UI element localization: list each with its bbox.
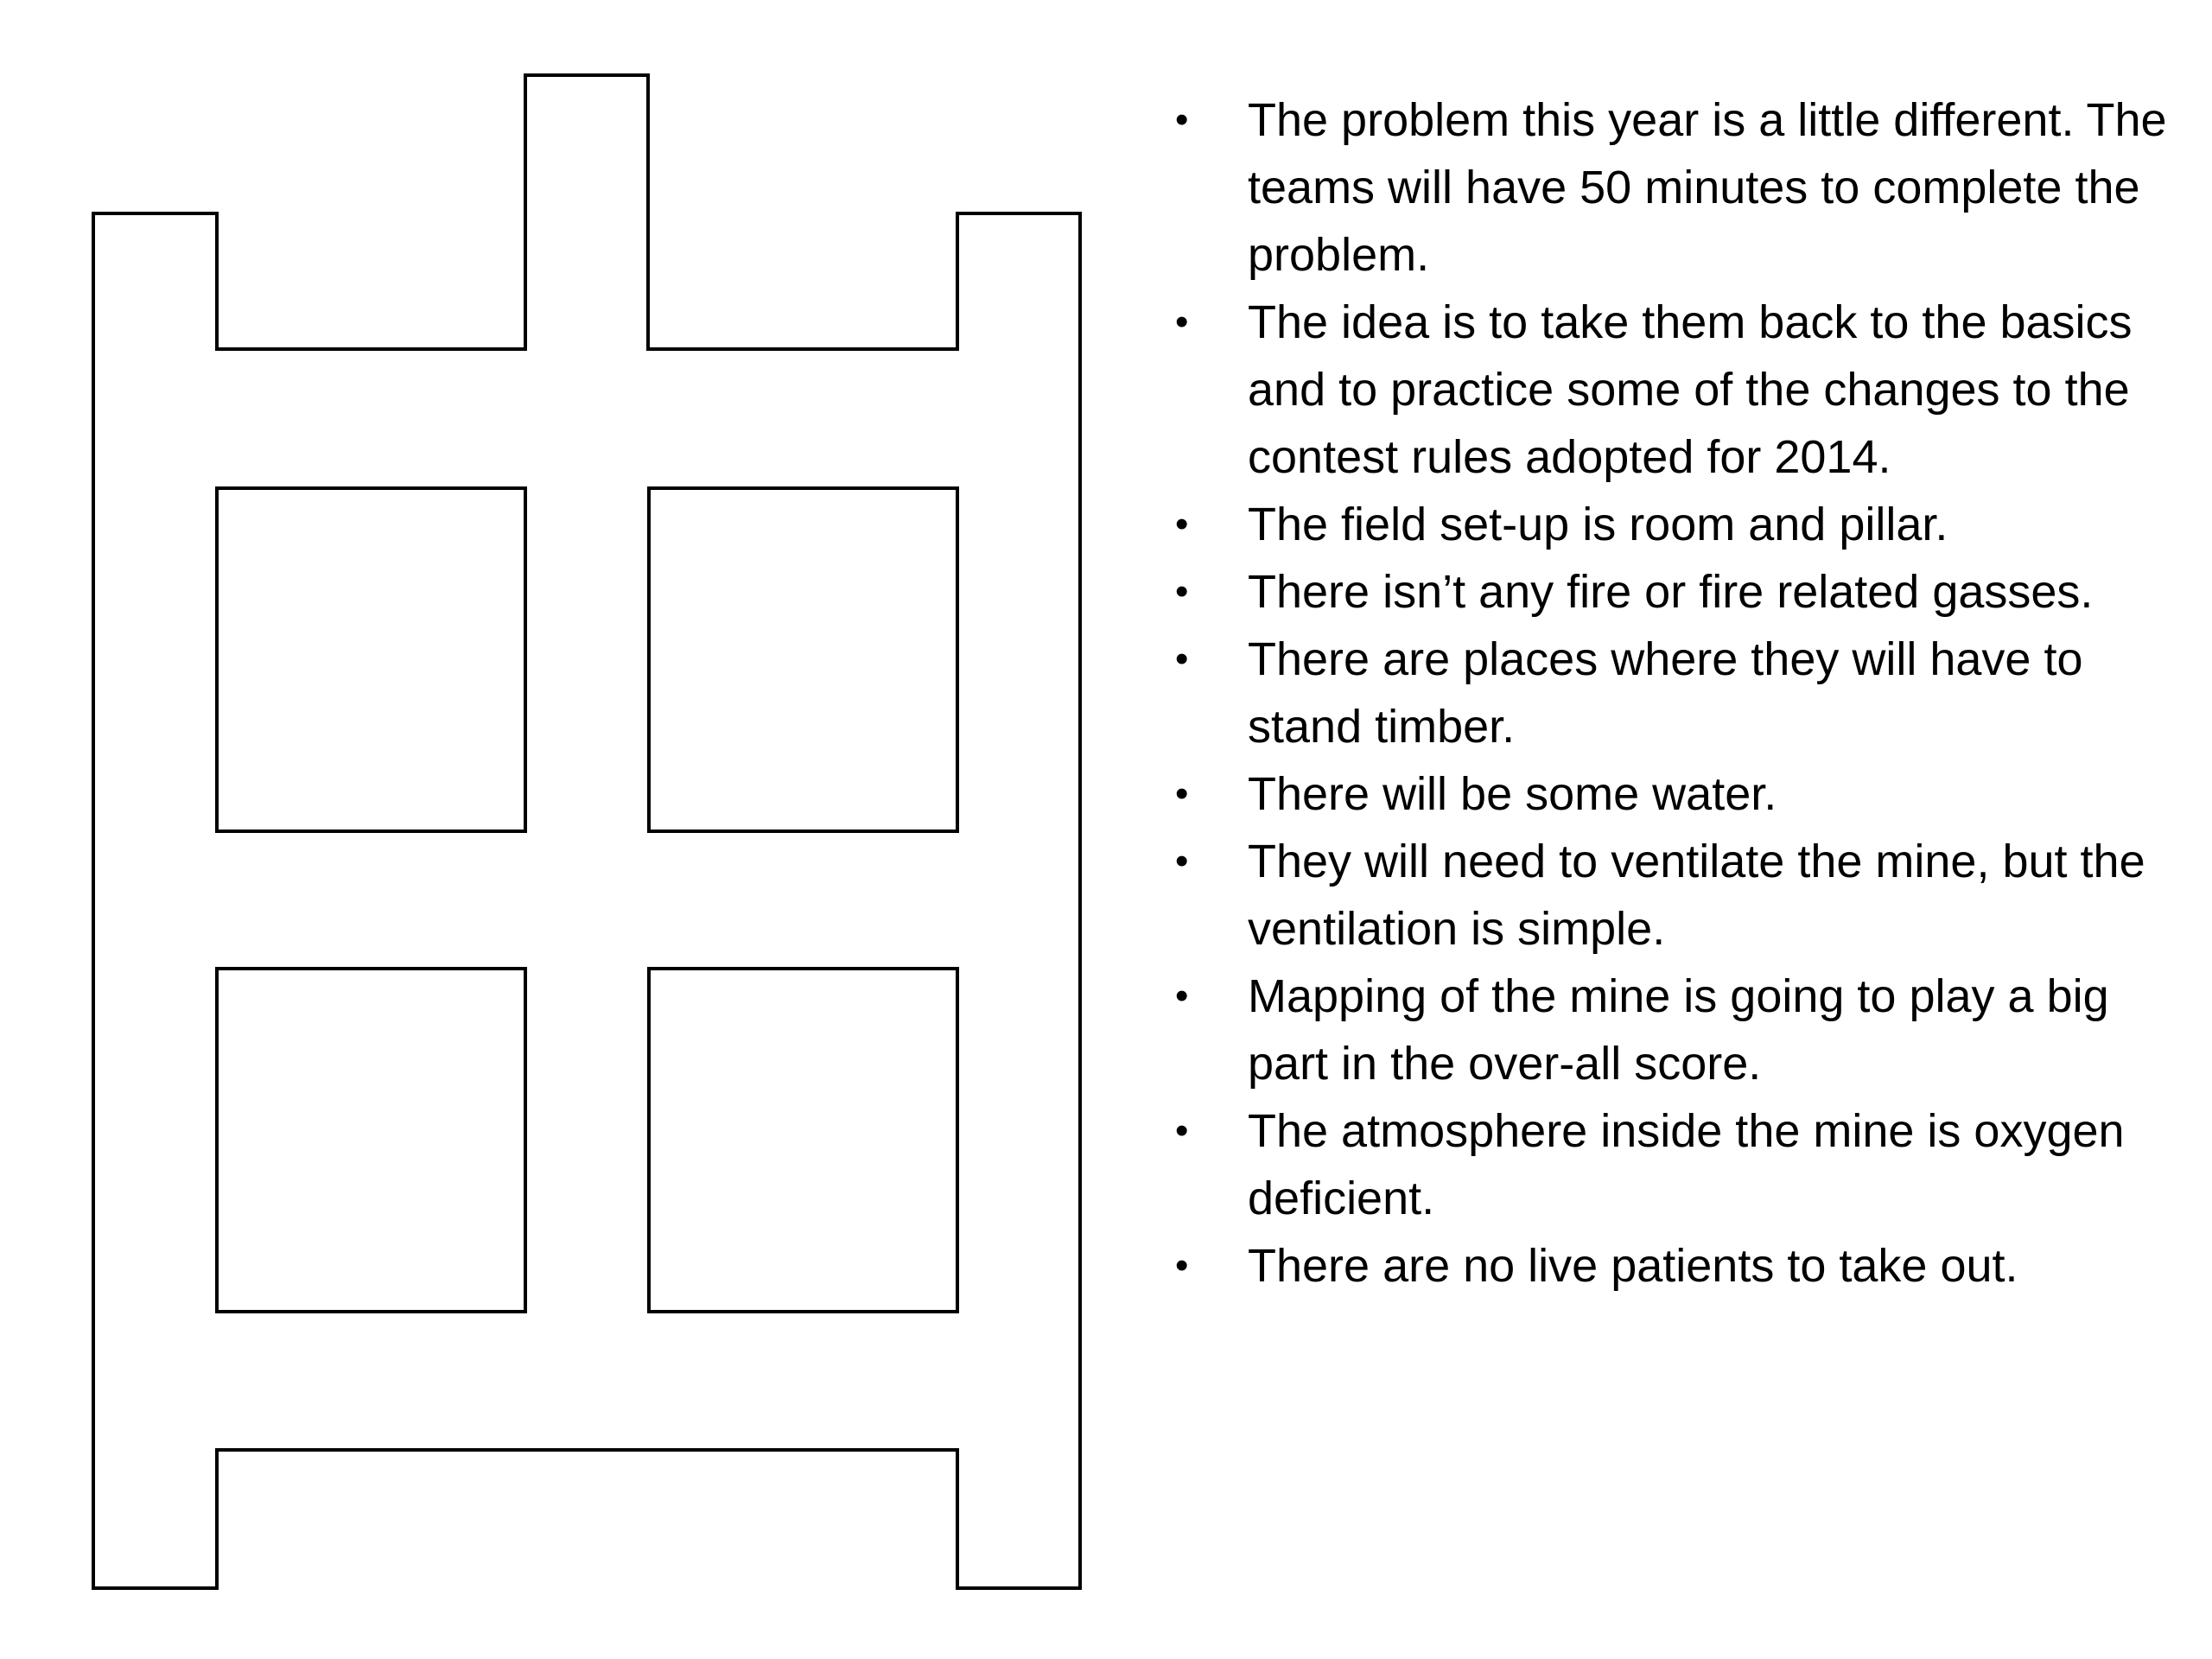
bullet-dot-icon: • bbox=[1175, 301, 1189, 343]
pillar-top-right bbox=[649, 488, 957, 831]
pillar-top-left bbox=[217, 488, 525, 831]
bullet-item bbox=[1166, 963, 2169, 1097]
bullet-item bbox=[1166, 760, 2169, 828]
bullet-dot-icon: • bbox=[1175, 1109, 1189, 1152]
bullet-text: There isn’t any fire or fire related gasses. bbox=[1248, 566, 2094, 618]
bullet-item bbox=[1166, 491, 2169, 558]
bullet-text: The idea is to take them back to the basics and to practice some of the changes to the contest rules adopted for 2014. bbox=[1248, 296, 2133, 483]
bullet-item bbox=[1166, 86, 2169, 289]
bullet-text: Mapping of the mine is going to play a big part in the over-all score. bbox=[1248, 970, 2109, 1090]
bullet-dot-icon: • bbox=[1175, 638, 1189, 680]
bullet-item bbox=[1166, 626, 2169, 760]
bullet-dot-icon: • bbox=[1175, 570, 1189, 613]
bullet-text: They will need to ventilate the mine, but the ventilation is simple. bbox=[1248, 836, 2145, 955]
bullet-text: The atmosphere inside the mine is oxygen deficient. bbox=[1248, 1105, 2125, 1224]
bullet-item bbox=[1166, 289, 2169, 491]
bullet-dot-icon: • bbox=[1175, 840, 1189, 882]
bullet-text: There are no live patients to take out. bbox=[1248, 1240, 2018, 1292]
bullet-item bbox=[1166, 558, 2169, 626]
pillar-bottom-right bbox=[649, 969, 957, 1312]
bullet-item bbox=[1166, 1097, 2169, 1232]
bullet-dot-icon: • bbox=[1175, 99, 1189, 141]
bullet-dot-icon: • bbox=[1175, 1244, 1189, 1287]
pillar-bottom-left bbox=[217, 969, 525, 1312]
bullet-item bbox=[1166, 828, 2169, 963]
bullet-dot-icon: • bbox=[1175, 503, 1189, 545]
bullet-item bbox=[1166, 1232, 2169, 1300]
bullet-text: The field set-up is room and pillar. bbox=[1248, 499, 1948, 550]
bullet-text: The problem this year is a little different. The teams will have 50 minutes to complete the problem. bbox=[1248, 94, 2167, 281]
bullet-text: There are places where they will have to stand timber. bbox=[1248, 633, 2083, 753]
bullet-dot-icon: • bbox=[1175, 975, 1189, 1017]
bullet-text: There will be some water. bbox=[1248, 768, 1777, 820]
bullet-list bbox=[1166, 86, 2169, 1300]
bullet-dot-icon: • bbox=[1175, 772, 1189, 815]
